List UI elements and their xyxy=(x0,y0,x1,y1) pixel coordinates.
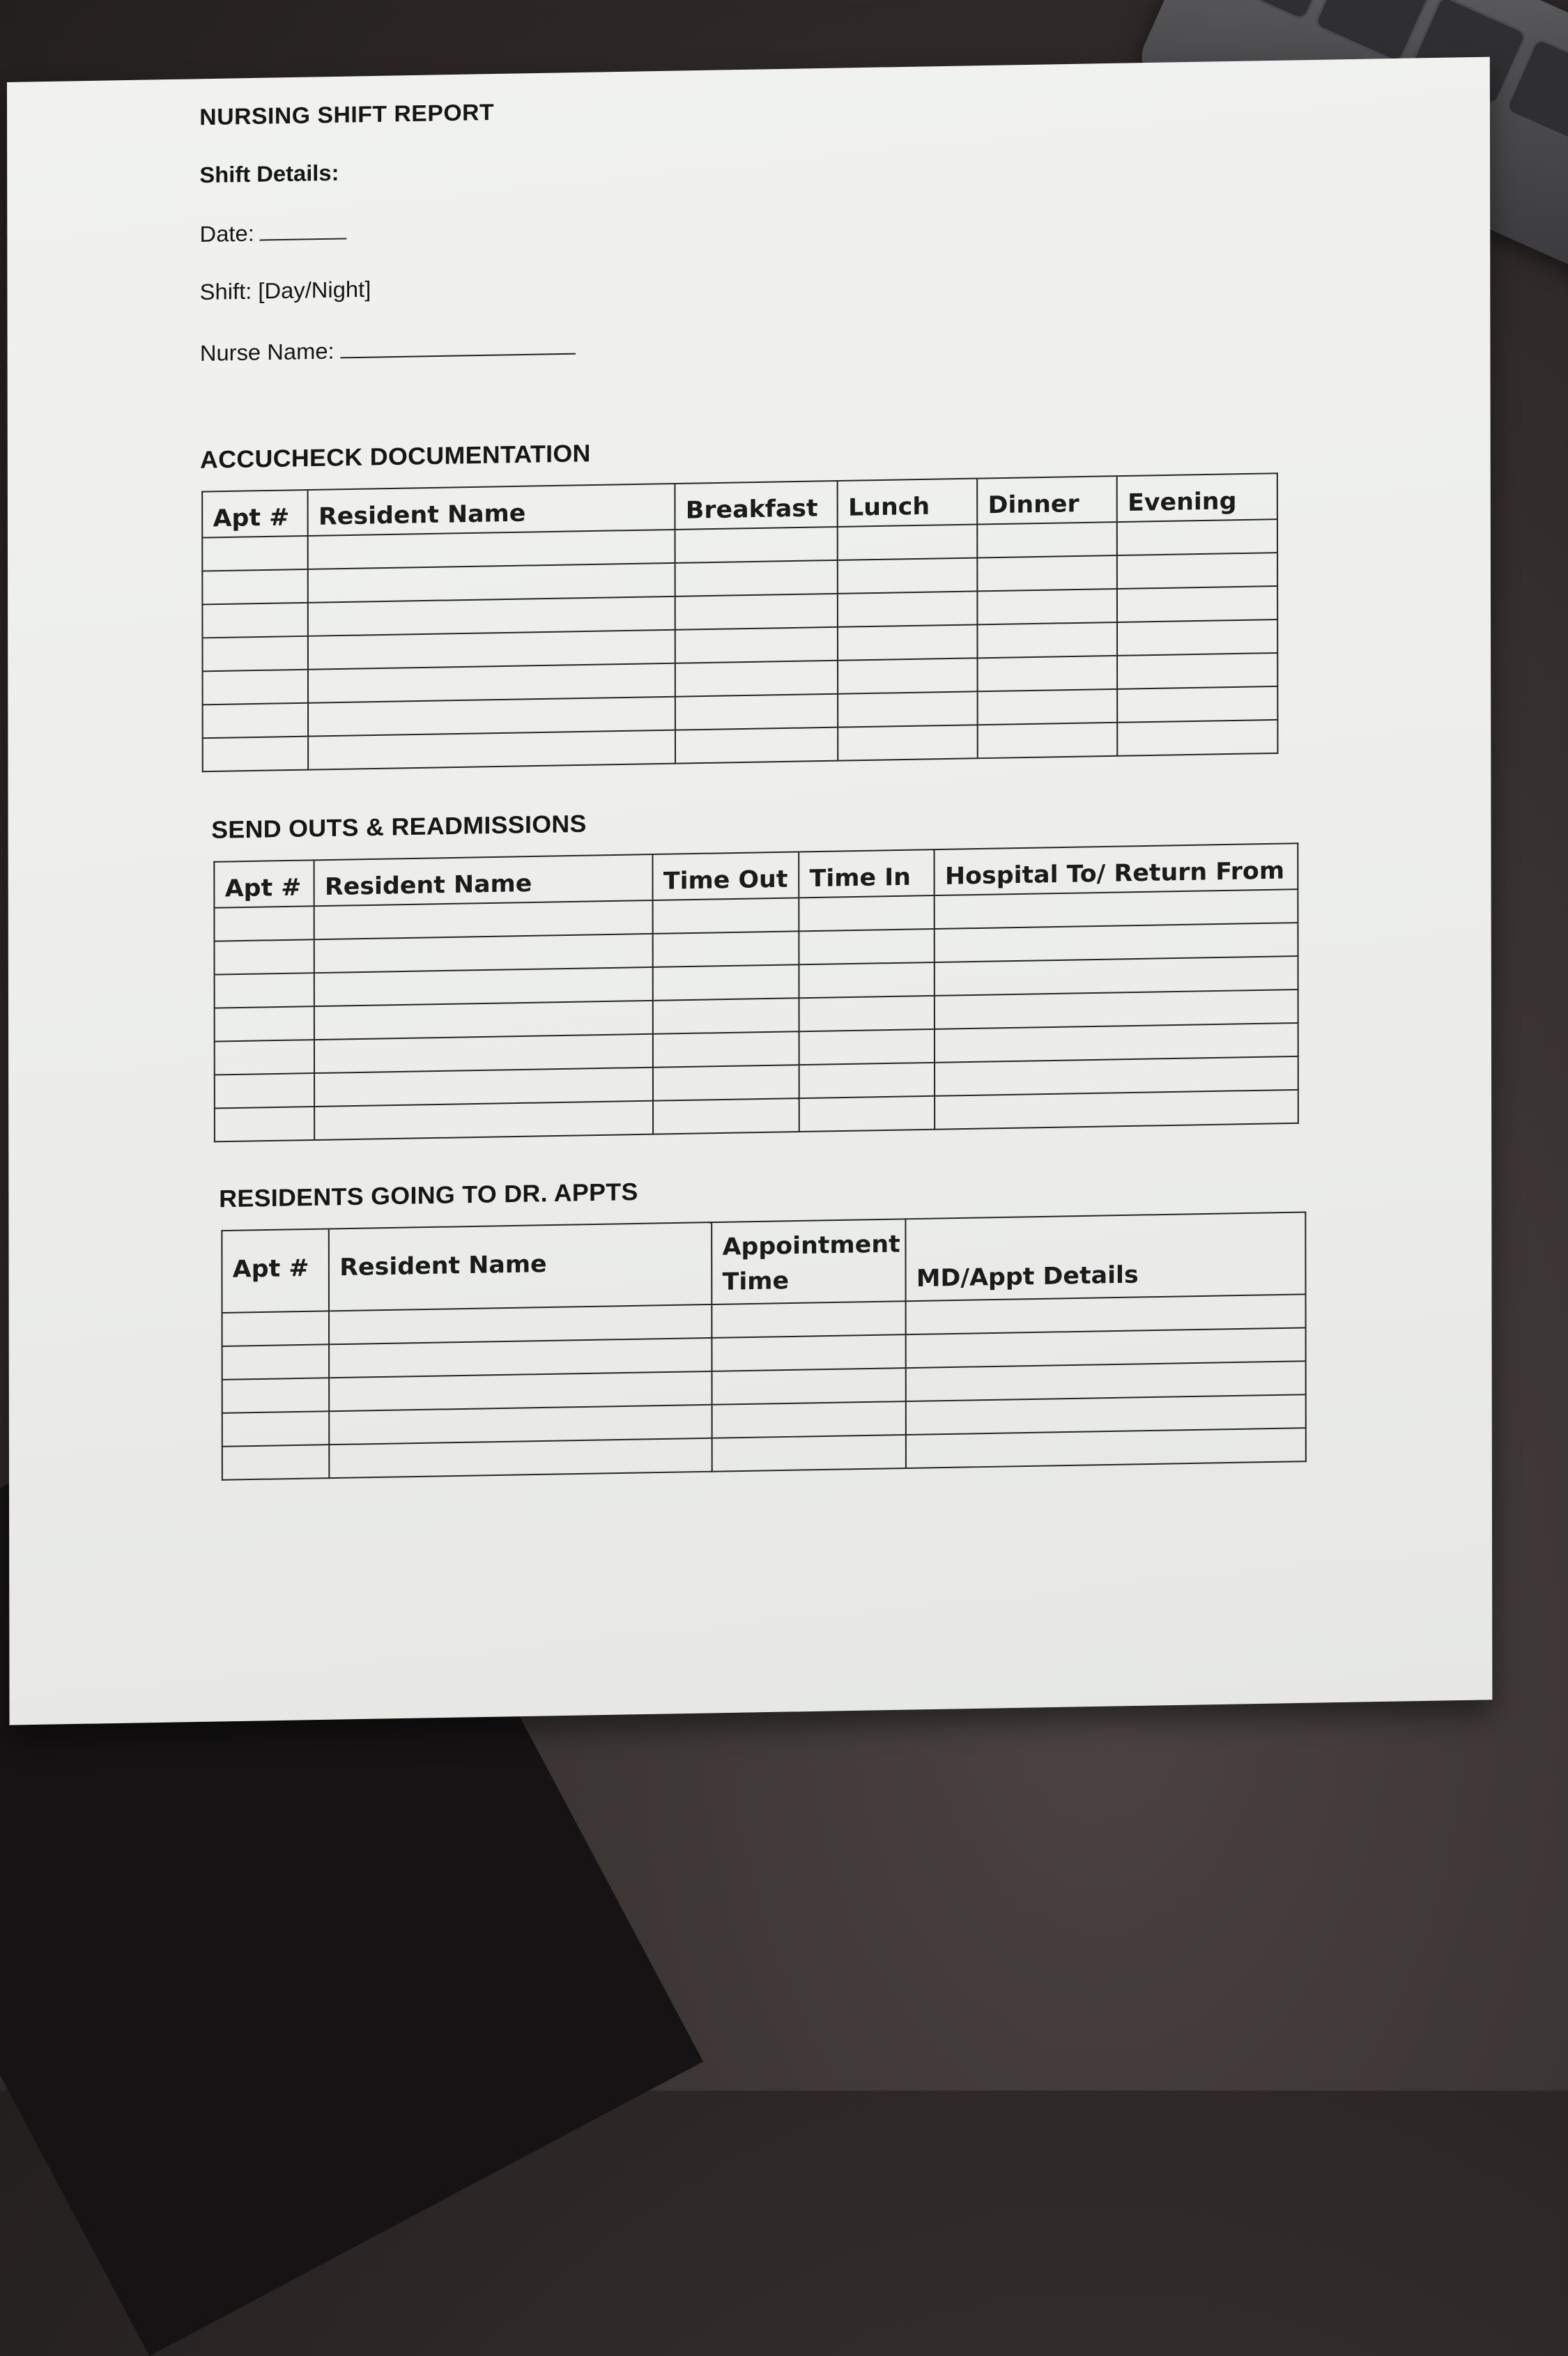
table-cell[interactable] xyxy=(329,1438,712,1478)
table-cell[interactable] xyxy=(222,1378,330,1413)
table-cell[interactable] xyxy=(712,1435,906,1472)
table-cell[interactable] xyxy=(712,1401,906,1438)
column-header-dinner: Dinner xyxy=(977,476,1117,524)
table-cell[interactable] xyxy=(1117,720,1277,756)
table-cell[interactable] xyxy=(214,906,314,941)
shift-details-heading: Shift Details: xyxy=(199,160,339,188)
table-cell[interactable] xyxy=(675,527,838,563)
table-cell[interactable] xyxy=(906,1428,1306,1468)
table-cell[interactable] xyxy=(222,1344,330,1380)
dr-appts-section-title: RESIDENTS GOING TO DR. APPTS xyxy=(219,1178,638,1213)
table-cell[interactable] xyxy=(314,1068,653,1107)
table-cell[interactable] xyxy=(653,1098,799,1134)
column-header-appointment-time xyxy=(712,1219,905,1304)
table-cell[interactable] xyxy=(314,1101,653,1140)
table-cell[interactable] xyxy=(202,569,307,605)
column-header-resident-name: Resident Name xyxy=(308,484,675,536)
dr-appts-table xyxy=(221,1211,1307,1480)
appointment-header-line-2: Time xyxy=(722,1267,790,1296)
column-header-evening: Evening xyxy=(1117,473,1277,522)
nurse-name-blank-line[interactable] xyxy=(340,335,576,359)
column-header-hospital: Hospital To/ Return From xyxy=(935,843,1298,895)
table-cell[interactable] xyxy=(675,661,838,697)
table-cell[interactable] xyxy=(203,703,308,739)
date-blank-line[interactable] xyxy=(260,220,347,240)
column-header-apt: Apt # xyxy=(202,490,308,538)
table-cell[interactable] xyxy=(653,898,799,934)
table-cell[interactable] xyxy=(799,1029,935,1065)
table-cell[interactable] xyxy=(675,627,838,663)
table-cell[interactable] xyxy=(935,1090,1298,1130)
table-cell[interactable] xyxy=(215,973,314,1008)
table-cell[interactable] xyxy=(222,1411,330,1447)
table-cell[interactable] xyxy=(222,1445,330,1480)
send-outs-section-title: SEND OUTS & READMISSIONS xyxy=(211,810,587,844)
table-cell[interactable] xyxy=(653,964,799,1001)
column-header-time-out: Time Out xyxy=(652,852,799,900)
table-cell[interactable] xyxy=(314,967,653,1006)
table-cell[interactable] xyxy=(202,536,307,571)
table-cell[interactable] xyxy=(215,1040,314,1075)
table-cell[interactable] xyxy=(978,689,1118,725)
column-header-md-appt-details: MD/Appt Details xyxy=(905,1212,1305,1302)
table-cell[interactable] xyxy=(203,670,308,705)
table-cell[interactable] xyxy=(977,555,1117,591)
table-cell[interactable] xyxy=(838,557,978,593)
table-cell[interactable] xyxy=(977,589,1117,624)
table-cell[interactable] xyxy=(308,730,675,770)
table-cell[interactable] xyxy=(215,939,314,974)
table-cell[interactable] xyxy=(653,998,799,1034)
table-cell[interactable] xyxy=(1117,553,1277,589)
appointment-header-line-1: Appointment xyxy=(722,1230,900,1261)
table-cell[interactable] xyxy=(653,931,799,967)
nurse-name-field xyxy=(200,334,576,367)
nurse-name-label: Nurse Name: xyxy=(199,338,335,366)
date-field xyxy=(200,219,347,247)
table-cell[interactable] xyxy=(675,560,838,596)
column-header-apt: Apt # xyxy=(214,860,314,907)
table-cell[interactable] xyxy=(203,737,308,772)
accucheck-section-title: ACCUCHECK DOCUMENTATION xyxy=(200,440,591,474)
table-cell[interactable] xyxy=(653,1031,799,1068)
table-cell[interactable] xyxy=(215,1073,314,1108)
table-cell[interactable] xyxy=(978,656,1118,691)
shift-field: Shift: [Day/Night] xyxy=(199,276,371,305)
table-cell[interactable] xyxy=(1117,619,1277,656)
table-cell[interactable] xyxy=(215,1006,314,1041)
column-header-lunch: Lunch xyxy=(838,479,978,527)
table-cell[interactable] xyxy=(838,658,978,693)
column-header-time-in: Time In xyxy=(799,849,934,898)
table-cell[interactable] xyxy=(977,522,1117,557)
table-cell[interactable] xyxy=(799,962,934,998)
table-cell[interactable] xyxy=(1117,653,1277,689)
column-header-breakfast: Breakfast xyxy=(675,481,837,530)
table-cell[interactable] xyxy=(215,1107,314,1141)
table-cell[interactable] xyxy=(838,624,978,660)
table-cell[interactable] xyxy=(202,603,307,638)
table-cell[interactable] xyxy=(838,725,978,760)
table-cell[interactable] xyxy=(799,996,935,1031)
table-cell[interactable] xyxy=(977,622,1117,658)
date-label: Date: xyxy=(199,220,254,247)
table-cell[interactable] xyxy=(314,1001,653,1040)
table-cell[interactable] xyxy=(314,934,653,973)
send-outs-table xyxy=(213,842,1299,1142)
table-cell[interactable] xyxy=(799,1063,935,1098)
table-cell[interactable] xyxy=(799,929,934,964)
accucheck-table xyxy=(201,472,1278,772)
table-cell[interactable] xyxy=(838,525,978,560)
document-title: NURSING SHIFT REPORT xyxy=(199,99,495,130)
table-cell[interactable] xyxy=(653,1065,799,1101)
table-cell[interactable] xyxy=(222,1311,330,1346)
table-cell[interactable] xyxy=(838,691,978,727)
column-header-apt: Apt # xyxy=(222,1229,329,1313)
table-cell[interactable] xyxy=(712,1301,905,1338)
table-cell[interactable] xyxy=(202,636,307,672)
table-cell[interactable] xyxy=(1117,686,1277,723)
table-cell[interactable] xyxy=(314,900,653,939)
table-cell[interactable] xyxy=(799,895,934,931)
table-cell[interactable] xyxy=(675,727,838,764)
table-cell[interactable] xyxy=(712,1368,905,1405)
column-header-resident-name: Resident Name xyxy=(329,1222,712,1311)
table-cell[interactable] xyxy=(1117,519,1277,555)
table-cell[interactable] xyxy=(675,694,838,730)
table-cell[interactable] xyxy=(978,723,1118,758)
table-cell[interactable] xyxy=(1117,586,1277,622)
table-cell[interactable] xyxy=(675,594,838,630)
table-cell[interactable] xyxy=(799,1096,935,1132)
paper-sheet xyxy=(7,57,1492,1725)
table-cell[interactable] xyxy=(838,591,978,626)
table-cell[interactable] xyxy=(712,1334,905,1371)
column-header-resident-name: Resident Name xyxy=(314,854,653,906)
table-cell[interactable] xyxy=(314,1034,653,1073)
